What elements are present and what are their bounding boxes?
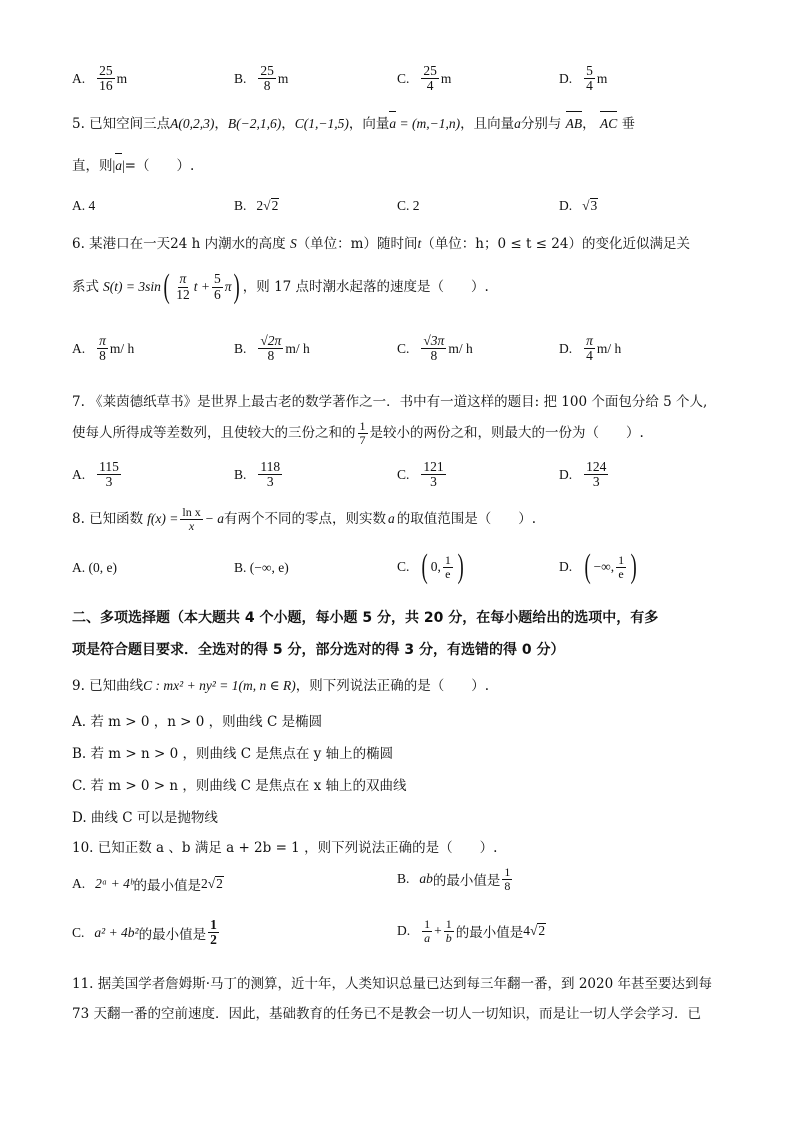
fraction bbox=[421, 334, 446, 363]
radicand: 2 bbox=[216, 876, 223, 892]
option-label: C. bbox=[397, 466, 410, 482]
denominator: b bbox=[445, 930, 452, 945]
fraction bbox=[208, 918, 219, 947]
formula-paren: ( $\frac{\pi}{12}$ t + $\frac{5}{6}$ π ) bbox=[163, 268, 241, 305]
vector-ab: AB bbox=[566, 114, 583, 134]
option-text: C. 2 bbox=[397, 198, 420, 213]
option-label: A. bbox=[72, 466, 86, 482]
q5-stem-line2: 直，则|a|=（ ）. bbox=[72, 158, 195, 174]
formula-mid: t + bbox=[193, 279, 210, 294]
q7-option-b bbox=[234, 460, 284, 489]
var-t: t bbox=[417, 236, 422, 251]
q4-option-b bbox=[234, 64, 288, 93]
fraction bbox=[180, 506, 202, 532]
fraction bbox=[174, 272, 192, 301]
option-label: D. bbox=[559, 466, 573, 482]
numerator: 1 bbox=[444, 552, 451, 567]
q7-option-a bbox=[72, 460, 123, 489]
q7-stem-line2 bbox=[72, 420, 734, 446]
fraction bbox=[97, 460, 121, 489]
coefficient: 2 bbox=[201, 876, 208, 891]
point-a: A(0,2,3) bbox=[170, 116, 215, 131]
denominator: 12 bbox=[176, 286, 190, 302]
option-label: C. bbox=[72, 924, 85, 940]
fraction bbox=[358, 420, 368, 446]
numerator: π bbox=[179, 271, 187, 287]
denominator: 4 bbox=[586, 348, 593, 364]
q9-text: ，则下列说法正确的是（ ）. bbox=[295, 678, 489, 694]
denominator: 8 bbox=[263, 78, 271, 94]
interval-left: −∞, bbox=[593, 559, 615, 574]
q11-stem-line1: 11. 据美国学者詹姆斯·马丁的测算，近十年，人类知识总量已达到每三年翻一番，到 2020 年甚至要达到每 bbox=[72, 976, 712, 992]
numerator: 1 bbox=[618, 552, 625, 567]
minus-a: − a bbox=[204, 511, 224, 527]
numerator: 1 bbox=[504, 865, 511, 879]
q9-option-c: C. 若 m > 0 > n ，则曲线 C 是焦点在 x 轴上的双曲线 bbox=[72, 778, 407, 794]
fraction bbox=[443, 554, 453, 580]
option-label: D. bbox=[559, 559, 573, 574]
q8-text: 的取值范围是（ ）. bbox=[396, 511, 537, 528]
fraction bbox=[97, 64, 115, 93]
option-text: 的最小值是 bbox=[133, 878, 201, 894]
option-label: B. bbox=[234, 198, 247, 213]
q5-option-b bbox=[234, 198, 279, 214]
numerator: ln x bbox=[182, 505, 201, 519]
q8-option-d bbox=[559, 550, 639, 584]
q5-text: ，且向量 bbox=[460, 116, 515, 132]
denominator: 3 bbox=[266, 474, 274, 490]
q9-stem bbox=[72, 676, 734, 696]
denominator: 2 bbox=[210, 932, 217, 948]
q6-option-b bbox=[234, 334, 310, 363]
q7-text: 是较小的两份之和，则最大的一份为（ ）. bbox=[369, 425, 644, 442]
interval-left: 0, bbox=[430, 559, 441, 574]
denominator: 7 bbox=[359, 432, 366, 447]
vector-a-value: = (m,−1,n) bbox=[396, 116, 461, 131]
denominator: 4 bbox=[586, 78, 593, 94]
option-text: B. (−∞, e) bbox=[234, 560, 289, 575]
sqrt: √ 2 bbox=[530, 923, 546, 939]
option-text: 的最小值是 bbox=[455, 925, 524, 942]
unit: m/ h bbox=[109, 340, 135, 356]
denominator: x bbox=[188, 518, 195, 533]
fraction bbox=[421, 64, 439, 93]
q5-option-d bbox=[559, 198, 598, 214]
curve-equation: C : mx² + ny² = 1(m, n ∈ R) bbox=[143, 678, 296, 693]
point-c: C(1,−1,5) bbox=[294, 116, 349, 131]
q4-option-d bbox=[559, 64, 607, 93]
q9-option-a: A. 若 m > 0 ，n > 0 ，则曲线 C 是椭圆 bbox=[72, 714, 323, 730]
fraction bbox=[421, 460, 445, 489]
q5-text: ，向量 bbox=[348, 116, 390, 132]
q7-option-c bbox=[397, 460, 448, 489]
q9-option-d: D. 曲线 C 可以是抛物线 bbox=[72, 810, 218, 826]
q8-option-b bbox=[234, 560, 289, 576]
denominator: 16 bbox=[99, 78, 113, 94]
denominator: 8 bbox=[99, 348, 106, 364]
unit: m bbox=[277, 70, 289, 86]
q6-text: 6. 某港口在一天24 h 内潮水的高度 bbox=[72, 236, 286, 252]
fraction bbox=[584, 460, 608, 489]
q6-stem-line1 bbox=[72, 234, 734, 254]
option-label: C. bbox=[397, 559, 410, 574]
numerator: 115 bbox=[99, 459, 119, 474]
q7-stem-line1 bbox=[72, 392, 734, 412]
numerator: π bbox=[586, 333, 593, 348]
coefficient: 4 bbox=[523, 923, 530, 939]
numerator: 124 bbox=[586, 459, 607, 474]
q8-text: 有两个不同的零点，则实数 bbox=[223, 511, 386, 528]
denominator: 3 bbox=[105, 474, 113, 490]
fraction bbox=[258, 334, 283, 363]
numerator: 25 bbox=[260, 63, 274, 78]
fraction bbox=[616, 554, 626, 580]
q11-stem-line2: 73 天翻一番的空前速度．因此，基础教育的任务已不是教会一切人一切知识，而是让一切人学会学习．已 bbox=[72, 1006, 701, 1022]
unit: m bbox=[596, 70, 608, 86]
var-s: S bbox=[289, 236, 297, 251]
q6-text: 系式 bbox=[72, 279, 99, 295]
q6-text: （单位：h；0 ≤ t ≤ 24）的变化近似满足关 bbox=[421, 236, 690, 252]
q7-option-d bbox=[559, 460, 610, 489]
option-label: A. bbox=[72, 876, 86, 891]
interval: ( −∞, $\frac{1}{e}$ ) bbox=[584, 548, 637, 585]
option-label: B. bbox=[397, 871, 410, 887]
point-b: B(−2,1,6) bbox=[227, 116, 282, 131]
denominator: e bbox=[445, 566, 451, 581]
unit: m bbox=[440, 70, 452, 86]
option-text: A. 4 bbox=[72, 198, 96, 213]
option-label: D. bbox=[559, 198, 573, 213]
numerator: √2π bbox=[260, 333, 282, 348]
q10-option-a bbox=[72, 874, 224, 894]
radicand: 2 bbox=[271, 198, 279, 214]
formula-lhs: S(t) = 3sin bbox=[103, 279, 161, 294]
vector-ac: AC bbox=[600, 114, 617, 134]
denominator: 8 bbox=[430, 348, 438, 364]
numerator: √3π bbox=[423, 333, 445, 348]
fraction bbox=[584, 334, 595, 363]
q6-option-c bbox=[397, 334, 473, 363]
option-label: B. bbox=[234, 466, 247, 482]
vector-a: a bbox=[389, 114, 396, 134]
denominator: 3 bbox=[430, 474, 437, 490]
q5-text: =（ ）. bbox=[124, 158, 195, 174]
unit: m/ h bbox=[448, 340, 473, 356]
fraction bbox=[584, 64, 595, 93]
q5-text: 5. 已知空间三点 bbox=[72, 116, 171, 132]
option-label: B. bbox=[234, 340, 247, 356]
option-text: 的最小值是 bbox=[138, 926, 207, 943]
fraction bbox=[444, 918, 454, 944]
numerator: 25 bbox=[99, 63, 113, 78]
q6-text: （单位：m）随时间 bbox=[296, 236, 418, 252]
q9-option-b: B. 若 m > n > 0 ，则曲线 C 是焦点在 y 轴上的椭圆 bbox=[72, 746, 394, 762]
option-label: D. bbox=[559, 70, 573, 86]
q5-text: 分别与 bbox=[520, 116, 562, 132]
unit: m/ h bbox=[596, 340, 622, 356]
pi: π bbox=[224, 279, 232, 294]
fraction bbox=[97, 334, 108, 363]
expression: ab bbox=[419, 871, 433, 887]
fraction bbox=[258, 64, 276, 93]
function-f: f(x) = bbox=[147, 511, 179, 527]
q10-option-d bbox=[397, 918, 546, 944]
section-heading-line1: 二、多项选择题（本大题共 4 个小题，每小题 5 分，共 20 分，在每小题给出的选项中，有多 bbox=[72, 610, 659, 626]
q8-option-a bbox=[72, 560, 117, 576]
expression: a² + 4b² bbox=[94, 924, 139, 940]
vector-a: a bbox=[514, 116, 521, 131]
numerator: 25 bbox=[423, 63, 437, 78]
denominator: 3 bbox=[592, 474, 600, 490]
q10-option-c bbox=[72, 918, 221, 947]
section-heading-line2: 项是符合题目要求．全选对的得 5 分，部分选对的得 3 分，有选错的得 0 分） bbox=[72, 642, 565, 658]
q6-text: ，则 17 点时潮水起落的速度是（ ）. bbox=[242, 279, 489, 295]
q10-option-b bbox=[397, 866, 514, 892]
q9-text: 9. 已知曲线 bbox=[72, 678, 144, 694]
unit: m bbox=[116, 70, 128, 86]
option-label: A. bbox=[72, 70, 86, 86]
sqrt: √ 2 bbox=[207, 876, 223, 892]
fraction bbox=[212, 272, 223, 301]
numerator: 1 bbox=[359, 419, 366, 433]
var-a: a bbox=[387, 511, 395, 527]
q10-stem: 10. 已知正数 a 、b 满足 a + 2b = 1 ，则下列说法正确的是（ ）. bbox=[72, 840, 498, 856]
option-text: A. (0, e) bbox=[72, 560, 117, 575]
unit: m/ h bbox=[285, 340, 310, 356]
fraction bbox=[422, 918, 432, 944]
q4-option-a bbox=[72, 64, 127, 93]
q6-option-a bbox=[72, 334, 134, 363]
q7-text: 使每人所得成等差数列，且使较大的三份之和的 bbox=[72, 425, 356, 442]
numerator: 118 bbox=[260, 459, 281, 474]
option-label: B. bbox=[234, 70, 247, 86]
fraction bbox=[502, 866, 512, 892]
q8-option-c bbox=[397, 550, 466, 584]
denominator: e bbox=[618, 566, 624, 581]
q5-option-c bbox=[397, 198, 420, 214]
numerator: π bbox=[99, 333, 106, 348]
plus: + bbox=[434, 923, 442, 939]
numerator: 5 bbox=[213, 271, 221, 287]
q5-text: 垂 bbox=[621, 116, 636, 132]
radicand: 3 bbox=[590, 198, 598, 214]
denominator: 6 bbox=[213, 286, 221, 302]
q8-stem bbox=[72, 506, 734, 532]
q5-text: 直，则 bbox=[72, 158, 113, 174]
numerator: 1 bbox=[424, 917, 431, 931]
interval: ( 0, $\frac{1}{e}$ ) bbox=[421, 548, 464, 585]
q5-stem-line1: 5. 已知空间三点A(0,2,3)，B(−2,1,6)，C(1,−1,5)，向量a = (m,−1,n)，且向量a分别与 AB， AC 垂 bbox=[72, 116, 636, 132]
option-label: C. bbox=[397, 70, 410, 86]
sqrt: √ 2 bbox=[263, 198, 279, 214]
coefficient: 2 bbox=[256, 198, 264, 213]
vector-a: a bbox=[115, 156, 122, 176]
option-label: C. bbox=[397, 340, 410, 356]
q6-stem-line2 bbox=[72, 270, 734, 304]
numerator: 1 bbox=[210, 917, 217, 932]
q6-option-d bbox=[559, 334, 621, 363]
numerator: 1 bbox=[445, 917, 452, 931]
q8-text: 8. 已知函数 bbox=[72, 511, 144, 528]
denominator: a bbox=[424, 930, 431, 945]
denominator: 8 bbox=[504, 878, 511, 893]
denominator: 4 bbox=[426, 78, 434, 94]
option-text: 的最小值是 bbox=[432, 873, 501, 890]
fraction bbox=[258, 460, 282, 489]
sqrt: √ 3 bbox=[582, 198, 598, 214]
q5-option-a bbox=[72, 198, 95, 214]
numerator: 121 bbox=[423, 459, 444, 474]
q7-text: 7. 《莱茵德纸草书》是世界上最古老的数学著作之一．书中有一道这样的题目: 把 100 个面包分给 5 个人, bbox=[72, 394, 708, 410]
q4-option-c bbox=[397, 64, 451, 93]
option-label: A. bbox=[72, 340, 86, 356]
option-label: D. bbox=[559, 340, 573, 356]
option-label: D. bbox=[397, 923, 411, 939]
numerator: 5 bbox=[586, 63, 593, 78]
radicand: 2 bbox=[538, 923, 546, 939]
denominator: 8 bbox=[267, 348, 275, 364]
expression: 2ᵃ + 4ᵇ bbox=[95, 876, 134, 891]
